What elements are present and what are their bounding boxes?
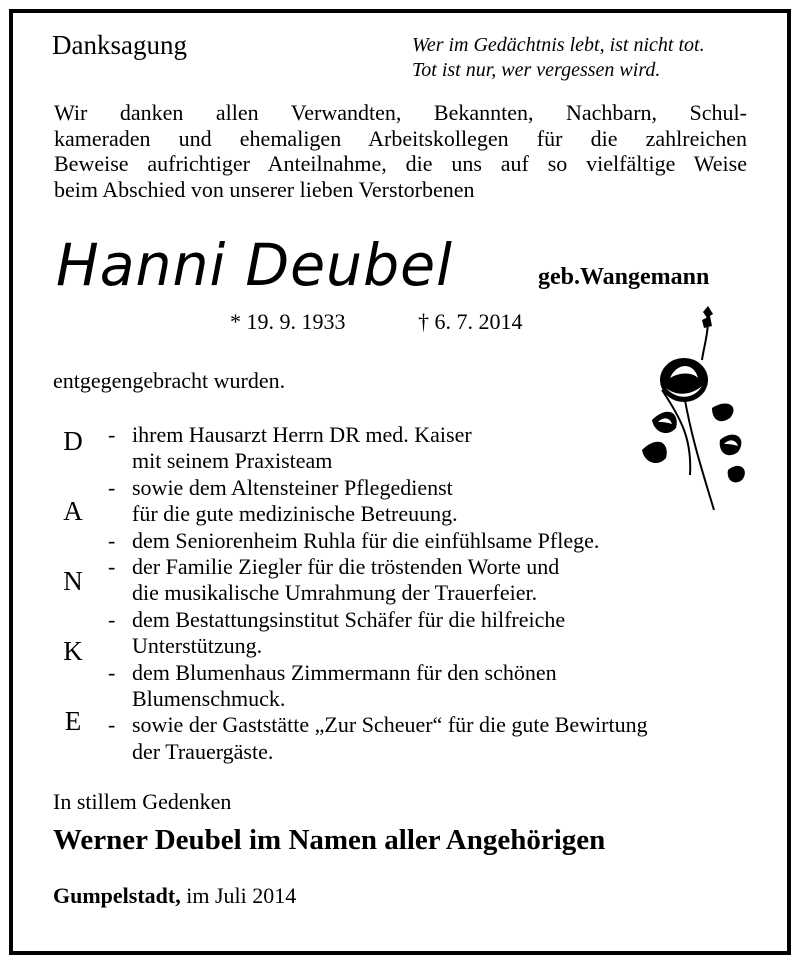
deceased-name: Hanni Deubel xyxy=(56,231,453,299)
list-line: sowie dem Altensteiner Pflegedienst xyxy=(132,474,453,500)
list-item xyxy=(108,475,648,528)
intro-line: Wir danken allen Verwandten, Bekannten, Nachbarn, Schul- xyxy=(54,100,747,125)
list-item xyxy=(108,660,648,713)
birth-date: * 19. 9. 1933 xyxy=(230,309,346,334)
danke-letter: K xyxy=(63,636,83,666)
list-line: dem Seniorenheim Ruhla für die einfühlsame Pflege. xyxy=(132,527,600,553)
list-line: der Familie Ziegler für die tröstenden Worte und xyxy=(132,554,560,580)
date: im Juli 2014 xyxy=(186,883,297,908)
notice-title: Danksagung xyxy=(52,30,187,60)
list-line: die musikalische Umrahmung der Trauerfeier. xyxy=(132,580,538,606)
list-dash: - xyxy=(108,554,116,580)
motto xyxy=(412,33,705,83)
list-item xyxy=(108,528,648,554)
list-line: Unterstützung. xyxy=(132,633,263,659)
intro-text xyxy=(54,100,747,202)
intro-line: kameraden und ehemaligen Arbeitskollegen für die zahlreichen xyxy=(54,125,747,151)
motto-line-1: Wer im Gedächtnis lebt, ist nicht tot. xyxy=(412,34,705,56)
list-line: der Trauergäste. xyxy=(132,738,274,764)
list-line: Blumenschmuck. xyxy=(132,686,286,712)
list-item xyxy=(108,607,648,660)
maiden-name: geb.Wangemann xyxy=(538,264,710,290)
death-date: † 6. 7. 2014 xyxy=(418,309,523,334)
list-line: ihrem Hausarzt Herrn DR med. Kaiser xyxy=(132,422,472,447)
danke-letter: D xyxy=(63,426,83,456)
list-item xyxy=(108,422,648,475)
closing-text: In stillem Gedenken xyxy=(53,789,232,814)
after-text: entgegengebracht wurden. xyxy=(53,368,286,393)
place: Gumpelstadt, xyxy=(53,883,181,908)
list-line: sowie der Gaststätte „Zur Scheuer“ für die gute Bewirtung xyxy=(132,712,648,738)
list-dash: - xyxy=(108,422,116,447)
danke-letter: A xyxy=(63,496,83,526)
intro-line: beim Abschied von unserer lieben Verstorbenen xyxy=(54,176,475,202)
list-dash: - xyxy=(108,659,116,685)
list-line: mit seinem Praxisteam xyxy=(132,448,333,474)
list-line: dem Bestattungsinstitut Schäfer für die hilfreiche xyxy=(132,606,566,632)
danke-letter: N xyxy=(63,566,83,596)
thanks-list xyxy=(108,422,648,765)
danke-letter: E xyxy=(64,706,82,736)
list-line: dem Blumenhaus Zimmermann für den schönen xyxy=(132,659,557,685)
list-line: für die gute medizinische Betreuung. xyxy=(132,501,458,527)
list-dash: - xyxy=(108,474,116,500)
intro-line: Beweise aufrichtiger Anteilnahme, die uns auf so vielfältige Weise xyxy=(54,151,747,176)
list-dash: - xyxy=(108,527,116,553)
signer: Werner Deubel im Namen aller Angehörigen xyxy=(53,824,606,856)
rose-icon xyxy=(632,300,752,520)
list-item xyxy=(108,712,648,765)
motto-line-2: Tot ist nur, wer vergessen wird. xyxy=(412,59,661,81)
list-dash: - xyxy=(108,606,116,632)
list-item xyxy=(108,554,648,607)
place-date xyxy=(53,883,296,909)
list-dash: - xyxy=(108,712,116,738)
